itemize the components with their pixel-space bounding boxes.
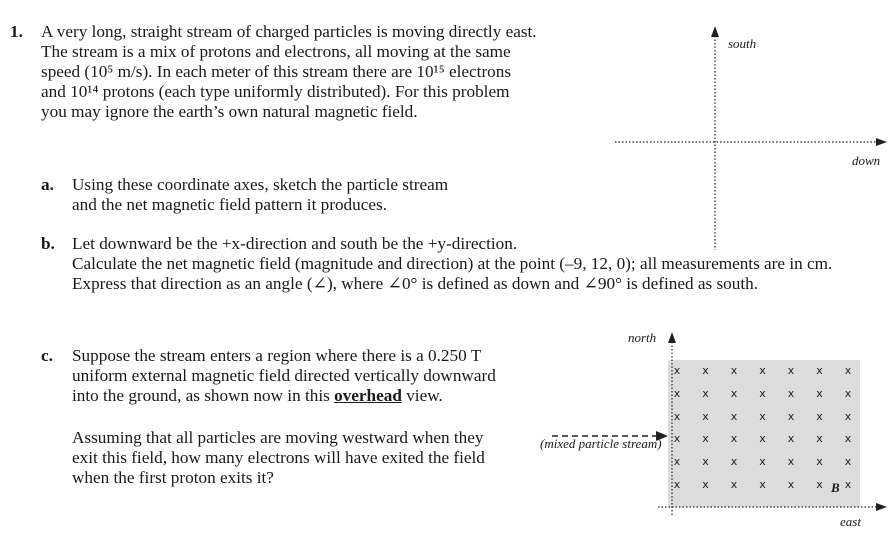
field-cross-icon: x xyxy=(844,432,852,446)
field-cross-icon: x xyxy=(673,455,681,469)
east-axis-label: east xyxy=(840,514,861,529)
north-axis-label: north xyxy=(628,330,657,345)
part-c-question-line: exit this field, how many electrons will have exited the field xyxy=(72,448,485,467)
field-cross-icon: x xyxy=(759,455,766,469)
field-cross-icon: x xyxy=(759,386,766,400)
field-cross-icon: x xyxy=(730,432,738,446)
field-cross-icon: x xyxy=(673,478,681,491)
field-cross-icon: x xyxy=(787,409,795,423)
field-cross-icon: x xyxy=(759,364,766,377)
field-cross-icon: x xyxy=(730,386,738,400)
intro-line: and 10¹⁴ protons (each type uniformly distributed). For this problem xyxy=(41,82,510,101)
field-cross-icon: x xyxy=(730,455,738,469)
field-cross-icon: x xyxy=(730,478,738,491)
part-b-letter: b. xyxy=(41,234,55,253)
intro-line: speed (10⁵ m/s). In each meter of this stream there are 10¹⁵ electrons xyxy=(41,62,512,81)
field-cross-icon: x xyxy=(816,432,823,446)
field-cross-icon: x xyxy=(844,386,852,400)
intro-line: you may ignore the earth’s own natural magnetic field. xyxy=(41,102,418,121)
part-a-letter: a. xyxy=(41,175,54,194)
part-c-line3-end: view. xyxy=(401,386,443,405)
field-cross-icon: x xyxy=(702,364,709,377)
field-cross-icon: x xyxy=(702,409,709,423)
intro-line: The stream is a mix of protons and electrons, all moving at the same xyxy=(41,42,511,61)
field-cross-icon: x xyxy=(759,409,766,423)
field-cross-icon: x xyxy=(787,455,795,469)
intro-line: A very long, straight stream of charged particles is moving directly east. xyxy=(41,22,537,41)
part-a-line: Using these coordinate axes, sketch the particle stream xyxy=(72,175,449,194)
part-c-question-line: when the first proton exits it? xyxy=(72,468,274,487)
field-cross-icon: x xyxy=(816,455,823,469)
field-cross-icon: x xyxy=(844,364,852,377)
field-cross-icon: x xyxy=(673,386,681,400)
field-cross-icon: x xyxy=(702,432,709,446)
field-cross-icon: x xyxy=(702,455,709,469)
part-a-line: and the net magnetic field pattern it produces. xyxy=(72,195,387,214)
field-cross-icon: x xyxy=(787,432,795,446)
field-cross-icon: x xyxy=(702,386,709,400)
part-c-line: uniform external magnetic field directed vertically downward xyxy=(72,366,496,385)
part-b-line: Calculate the net magnetic field (magnitude and direction) at the point (–9, 12, 0); all measurements are in cm. xyxy=(72,254,833,273)
part-b-line: Express that direction as an angle (∠), where ∠0° is defined as down and ∠90° is defined as south. xyxy=(72,274,759,293)
field-b-label: B xyxy=(831,480,840,495)
part-c-line3-start: into the ground, as shown now in this xyxy=(72,386,335,405)
field-cross-icon: x xyxy=(816,364,823,377)
field-cross-icon: x xyxy=(844,478,852,491)
field-cross-icon: x xyxy=(787,386,795,400)
part-b-line: Let downward be the +x-direction and south be the +y-direction. xyxy=(72,234,518,253)
field-cross-icon: x xyxy=(730,409,738,423)
part-c-question-line: Assuming that all particles are moving westward when they xyxy=(72,428,484,447)
south-axis-label: south xyxy=(728,36,757,51)
overhead-emphasis: overhead xyxy=(334,386,402,405)
field-cross-icon: x xyxy=(787,364,795,377)
field-cross-icon: x xyxy=(673,409,681,423)
field-cross-icon: x xyxy=(759,478,766,491)
stream-label: (mixed particle stream) xyxy=(540,436,662,451)
field-cross-icon: x xyxy=(844,455,852,469)
field-cross-icon: x xyxy=(759,432,766,446)
part-c-line: Suppose the stream enters a region where there is a 0.250 T xyxy=(72,346,482,365)
field-cross-icon: x xyxy=(673,364,681,377)
east-arrowhead xyxy=(876,503,887,511)
field-cross-icon: x xyxy=(673,432,681,446)
field-cross-icon: x xyxy=(816,409,823,423)
field-cross-icon: x xyxy=(730,364,738,377)
problem-number: 1. xyxy=(10,22,23,41)
down-axis-label: down xyxy=(852,153,881,168)
part-c-letter: c. xyxy=(41,346,53,365)
field-cross-icon: x xyxy=(787,478,795,491)
field-cross-icon: x xyxy=(816,478,823,491)
north-arrowhead xyxy=(668,332,676,343)
field-cross-icon: x xyxy=(844,409,852,423)
field-cross-icon: x xyxy=(816,386,823,400)
field-cross-icon: x xyxy=(702,478,709,491)
